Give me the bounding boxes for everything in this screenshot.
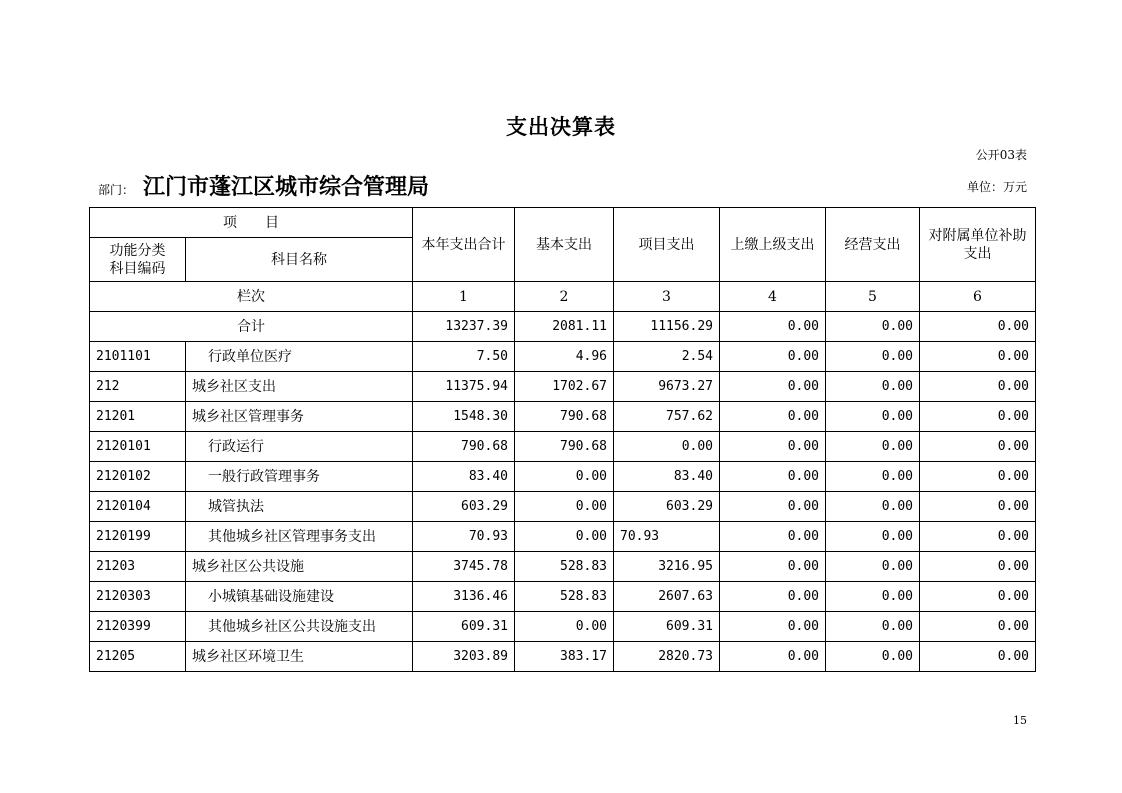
amount-cell: 0.00 <box>720 432 826 462</box>
header-col-5: 经营支出 <box>826 208 920 282</box>
total-label: 合计 <box>90 312 413 342</box>
amount-cell: 0.00 <box>920 342 1036 372</box>
amount-cell: 0.00 <box>826 582 920 612</box>
amount-cell: 70.93 <box>614 522 720 552</box>
amount-cell: 11375.94 <box>413 372 515 402</box>
amount-cell: 528.83 <box>515 582 614 612</box>
table-row <box>90 582 1036 612</box>
column-number: 6 <box>920 282 1036 312</box>
header-col-2: 基本支出 <box>515 208 614 282</box>
header-row-1 <box>90 208 1036 238</box>
column-number-row <box>90 282 1036 312</box>
amount-cell: 0.00 <box>920 372 1036 402</box>
table-row <box>90 462 1036 492</box>
amount-cell: 0.00 <box>920 522 1036 552</box>
table-row <box>90 492 1036 522</box>
amount-cell: 0.00 <box>920 612 1036 642</box>
header-col-3: 项目支出 <box>614 208 720 282</box>
table-row <box>90 372 1036 402</box>
amount-cell: 0.00 <box>720 642 826 672</box>
expenditure-table <box>89 207 1036 672</box>
total-value: 0.00 <box>720 312 826 342</box>
column-number: 3 <box>614 282 720 312</box>
subject-code: 21201 <box>90 402 186 432</box>
amount-cell: 2607.63 <box>614 582 720 612</box>
column-number: 1 <box>413 282 515 312</box>
table-row <box>90 402 1036 432</box>
header-col-1: 本年支出合计 <box>413 208 515 282</box>
column-number: 5 <box>826 282 920 312</box>
amount-cell: 0.00 <box>720 612 826 642</box>
column-number: 2 <box>515 282 614 312</box>
amount-cell: 0.00 <box>826 492 920 522</box>
subject-name: 其他城乡社区管理事务支出 <box>186 522 413 552</box>
unit-label: 单位：万元 <box>966 180 1027 194</box>
subject-code: 21205 <box>90 642 186 672</box>
page-title: 支出决算表 <box>506 114 616 139</box>
amount-cell: 0.00 <box>826 402 920 432</box>
amount-cell: 757.62 <box>614 402 720 432</box>
amount-cell: 3216.95 <box>614 552 720 582</box>
subject-name: 城管执法 <box>186 492 413 522</box>
header-col-6: 对附属单位补助支出 <box>920 208 1036 282</box>
table-row <box>90 342 1036 372</box>
amount-cell: 0.00 <box>920 462 1036 492</box>
subject-code: 2120399 <box>90 612 186 642</box>
subject-code: 2101101 <box>90 342 186 372</box>
amount-cell: 2.54 <box>614 342 720 372</box>
subject-name: 城乡社区支出 <box>186 372 413 402</box>
amount-cell: 603.29 <box>614 492 720 522</box>
amount-cell: 0.00 <box>515 522 614 552</box>
table-row <box>90 522 1036 552</box>
subject-code: 212 <box>90 372 186 402</box>
amount-cell: 0.00 <box>720 582 826 612</box>
subject-code: 2120101 <box>90 432 186 462</box>
table-row <box>90 552 1036 582</box>
total-value: 11156.29 <box>614 312 720 342</box>
subject-code: 2120199 <box>90 522 186 552</box>
amount-cell: 1702.67 <box>515 372 614 402</box>
subject-name: 一般行政管理事务 <box>186 462 413 492</box>
form-code: 公开03表 <box>975 148 1027 162</box>
amount-cell: 0.00 <box>826 342 920 372</box>
amount-cell: 2820.73 <box>614 642 720 672</box>
total-value: 0.00 <box>826 312 920 342</box>
header-col-4: 上缴上级支出 <box>720 208 826 282</box>
amount-cell: 0.00 <box>826 522 920 552</box>
amount-cell: 0.00 <box>826 372 920 402</box>
subject-code: 2120102 <box>90 462 186 492</box>
amount-cell: 4.96 <box>515 342 614 372</box>
amount-cell: 383.17 <box>515 642 614 672</box>
header-subject-name: 科目名称 <box>186 238 413 282</box>
row-label: 栏次 <box>90 282 413 312</box>
header-item: 项 目 <box>90 208 413 238</box>
total-value: 0.00 <box>920 312 1036 342</box>
amount-cell: 0.00 <box>826 462 920 492</box>
subject-name: 行政运行 <box>186 432 413 462</box>
amount-cell: 0.00 <box>826 552 920 582</box>
subject-code: 2120303 <box>90 582 186 612</box>
subject-name: 城乡社区公共设施 <box>186 552 413 582</box>
amount-cell: 0.00 <box>720 552 826 582</box>
amount-cell: 0.00 <box>720 372 826 402</box>
amount-cell: 790.68 <box>515 432 614 462</box>
amount-cell: 0.00 <box>920 642 1036 672</box>
amount-cell: 0.00 <box>515 492 614 522</box>
amount-cell: 70.93 <box>413 522 515 552</box>
total-value: 2081.11 <box>515 312 614 342</box>
subject-name: 行政单位医疗 <box>186 342 413 372</box>
amount-cell: 0.00 <box>920 492 1036 522</box>
amount-cell: 3745.78 <box>413 552 515 582</box>
amount-cell: 0.00 <box>720 522 826 552</box>
amount-cell: 609.31 <box>614 612 720 642</box>
amount-cell: 609.31 <box>413 612 515 642</box>
amount-cell: 0.00 <box>515 612 614 642</box>
subject-name: 城乡社区环境卫生 <box>186 642 413 672</box>
amount-cell: 0.00 <box>826 612 920 642</box>
amount-cell: 603.29 <box>413 492 515 522</box>
amount-cell: 0.00 <box>720 342 826 372</box>
table-row <box>90 612 1036 642</box>
department-label: 部门： <box>98 183 135 197</box>
amount-cell: 1548.30 <box>413 402 515 432</box>
amount-cell: 0.00 <box>720 462 826 492</box>
amount-cell: 83.40 <box>413 462 515 492</box>
amount-cell: 0.00 <box>920 552 1036 582</box>
amount-cell: 790.68 <box>413 432 515 462</box>
table-row <box>90 642 1036 672</box>
department-name: 江门市蓬江区城市综合管理局 <box>143 174 430 200</box>
header-func-code: 功能分类科目编码 <box>90 238 186 282</box>
subject-name: 小城镇基础设施建设 <box>186 582 413 612</box>
amount-cell: 3136.46 <box>413 582 515 612</box>
amount-cell: 790.68 <box>515 402 614 432</box>
amount-cell: 0.00 <box>720 402 826 432</box>
amount-cell: 0.00 <box>826 432 920 462</box>
column-number: 4 <box>720 282 826 312</box>
amount-cell: 528.83 <box>515 552 614 582</box>
amount-cell: 83.40 <box>614 462 720 492</box>
amount-cell: 0.00 <box>720 492 826 522</box>
amount-cell: 0.00 <box>920 402 1036 432</box>
table-row <box>90 432 1036 462</box>
amount-cell: 3203.89 <box>413 642 515 672</box>
total-row <box>90 312 1036 342</box>
subject-name: 其他城乡社区公共设施支出 <box>186 612 413 642</box>
subject-name: 城乡社区管理事务 <box>186 402 413 432</box>
amount-cell: 7.50 <box>413 342 515 372</box>
amount-cell: 0.00 <box>920 582 1036 612</box>
subject-code: 2120104 <box>90 492 186 522</box>
amount-cell: 0.00 <box>614 432 720 462</box>
total-value: 13237.39 <box>413 312 515 342</box>
amount-cell: 0.00 <box>515 462 614 492</box>
page-number: 15 <box>1013 714 1027 727</box>
amount-cell: 0.00 <box>920 432 1036 462</box>
amount-cell: 0.00 <box>826 642 920 672</box>
amount-cell: 9673.27 <box>614 372 720 402</box>
subject-code: 21203 <box>90 552 186 582</box>
